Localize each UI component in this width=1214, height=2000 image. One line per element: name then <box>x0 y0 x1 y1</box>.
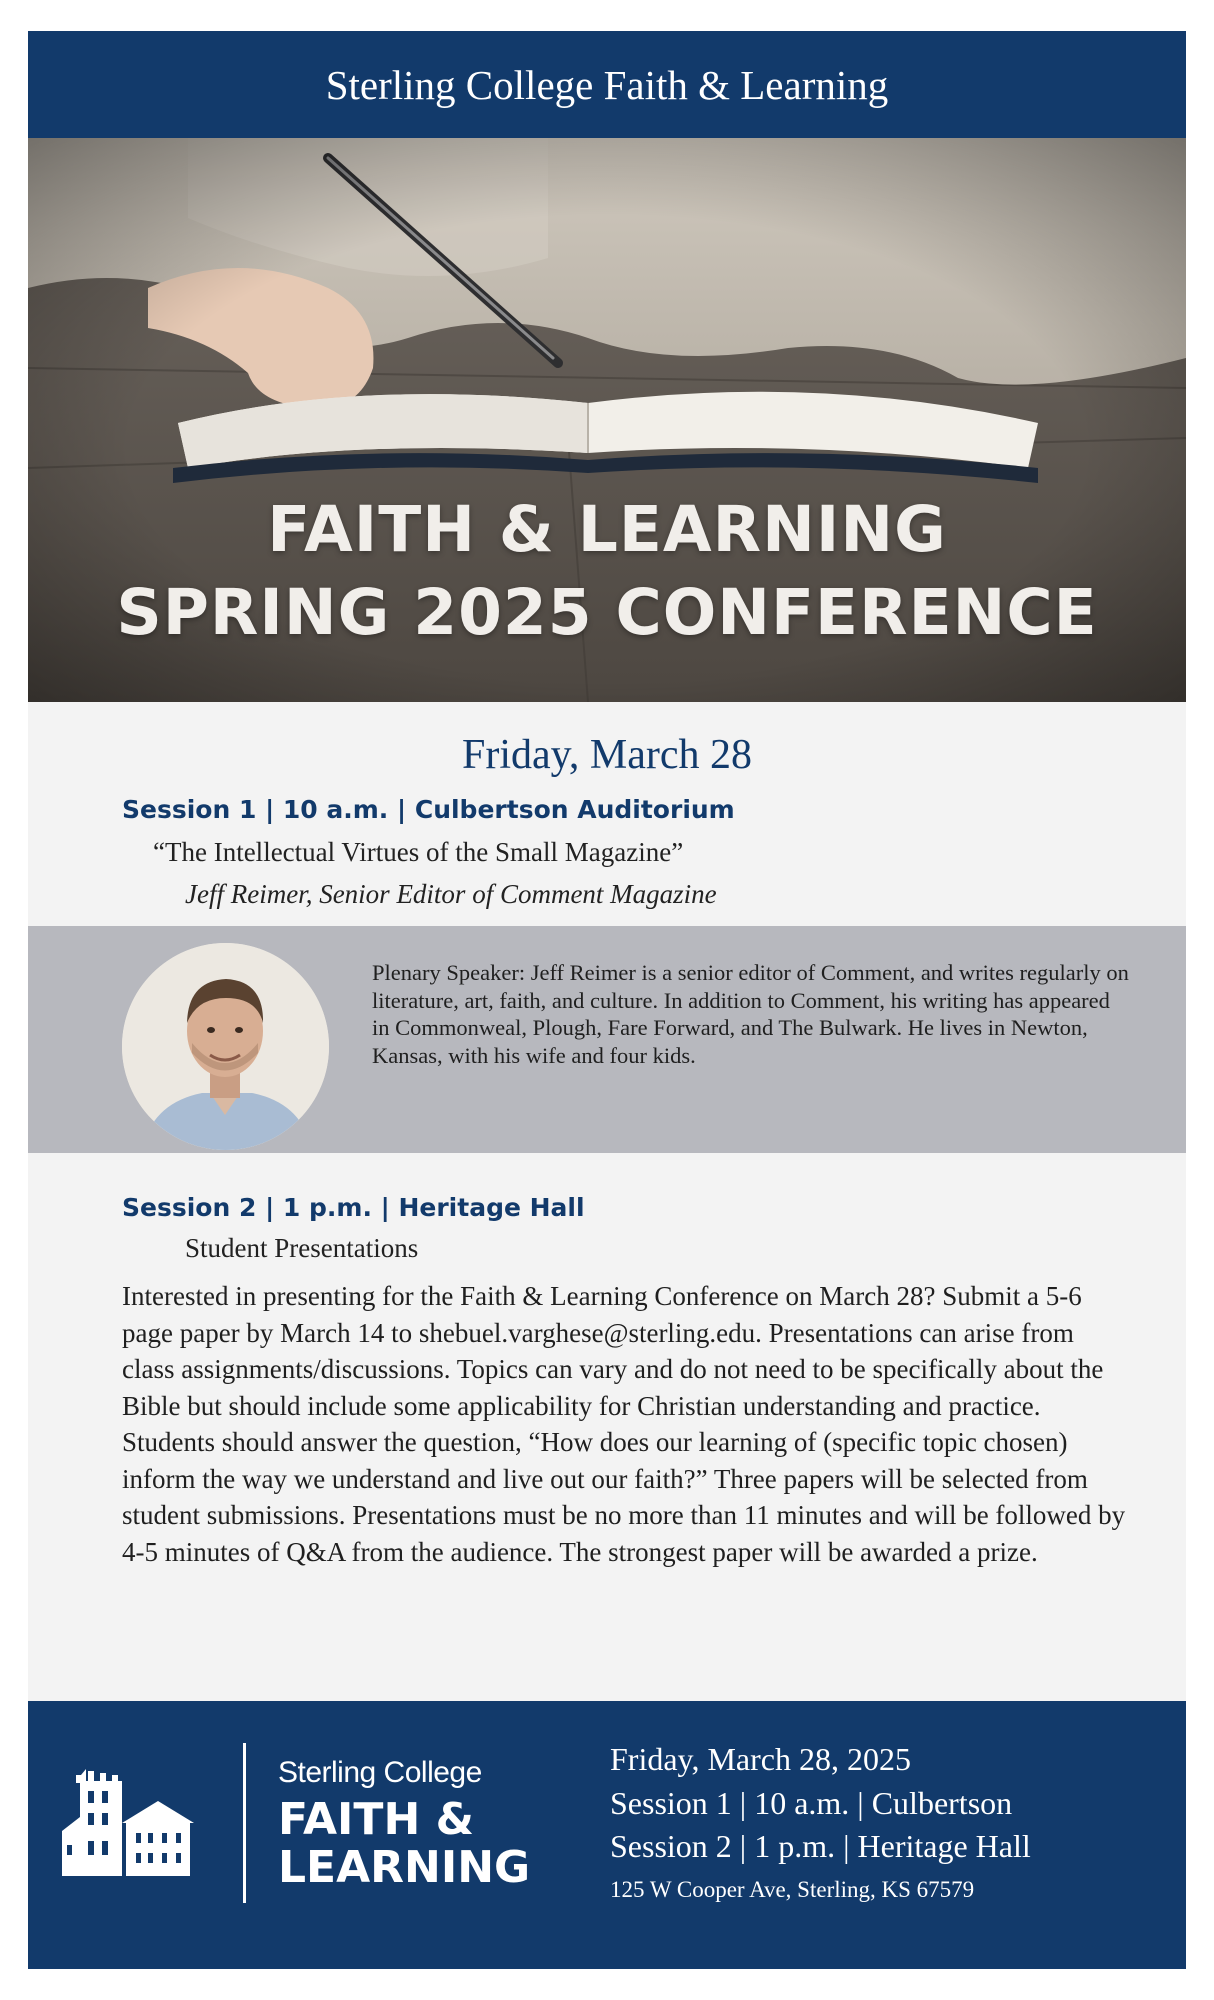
footer-date: Friday, March 28, 2025 <box>610 1741 911 1777</box>
footer-session2: Session 2 | 1 p.m. | Heritage Hall <box>610 1828 1031 1864</box>
session2-description: Interested in presenting for the Faith & Learning Conference on March 28? Submit a 5-6 page paper by March 14 to shebuel.varghese@sterling.edu. Presentations can arise from class assignments/discussions. Topics can vary and do not need to be specifically about the Bible but should include some applicability for Christian understanding and practice. Students should answer the question, “How does our learning of (specific topic chosen) inform the way we understand and live out our faith?” Three papers will be selected from student submissions. Presentations must be no more than 11 minutes and will be followed by 4-5 minutes of Q&A from the audience. The strongest paper will be awarded a prize. <box>122 1281 1126 1567</box>
top-banner <box>28 31 1186 138</box>
banner-title: Sterling College Faith & Learning <box>325 61 889 108</box>
hero-title-line2: SPRING 2025 CONFERENCE <box>116 576 1098 649</box>
hero-title-line1: FAITH & LEARNING <box>267 493 947 566</box>
session1-speaker: Jeff Reimer, Senior Editor of Comment Magazine <box>185 879 717 909</box>
footer-divider <box>243 1743 246 1903</box>
session1-talk-title: “The Intellectual Virtues of the Small Magazine” <box>153 837 684 867</box>
logo-faith-text: FAITH & <box>278 1794 474 1845</box>
logo-learning-text: LEARNING <box>278 1842 531 1893</box>
hero-image <box>28 138 1186 702</box>
session2-subtitle: Student Presentations <box>185 1233 419 1263</box>
session2-heading: Session 2 | 1 p.m. | Heritage Hall <box>122 1193 585 1222</box>
footer-banner <box>28 1701 1186 1969</box>
footer-address: 125 W Cooper Ave, Sterling, KS 67579 <box>610 1877 975 1902</box>
event-date-heading: Friday, March 28 <box>461 732 753 778</box>
flyer-page <box>28 31 1186 1969</box>
footer-session1: Session 1 | 10 a.m. | Culbertson <box>610 1785 1013 1821</box>
logo-college-name: Sterling College <box>278 1756 482 1789</box>
speaker-headshot-photo <box>122 943 329 1150</box>
session1-heading: Session 1 | 10 a.m. | Culbertson Auditorium <box>122 795 735 824</box>
college-building-logo-icon <box>58 1761 208 1891</box>
speaker-bio: Plenary Speaker: Jeff Reimer is a senior editor of Comment, and writes regularly on literature, art, faith, and culture. In addition to Comment, his writing has appeared in Commonweal, Plough, Fare Forward, and The Bulwark. He lives in Newton, Kansas, with his wife and four kids. <box>372 960 1129 1068</box>
